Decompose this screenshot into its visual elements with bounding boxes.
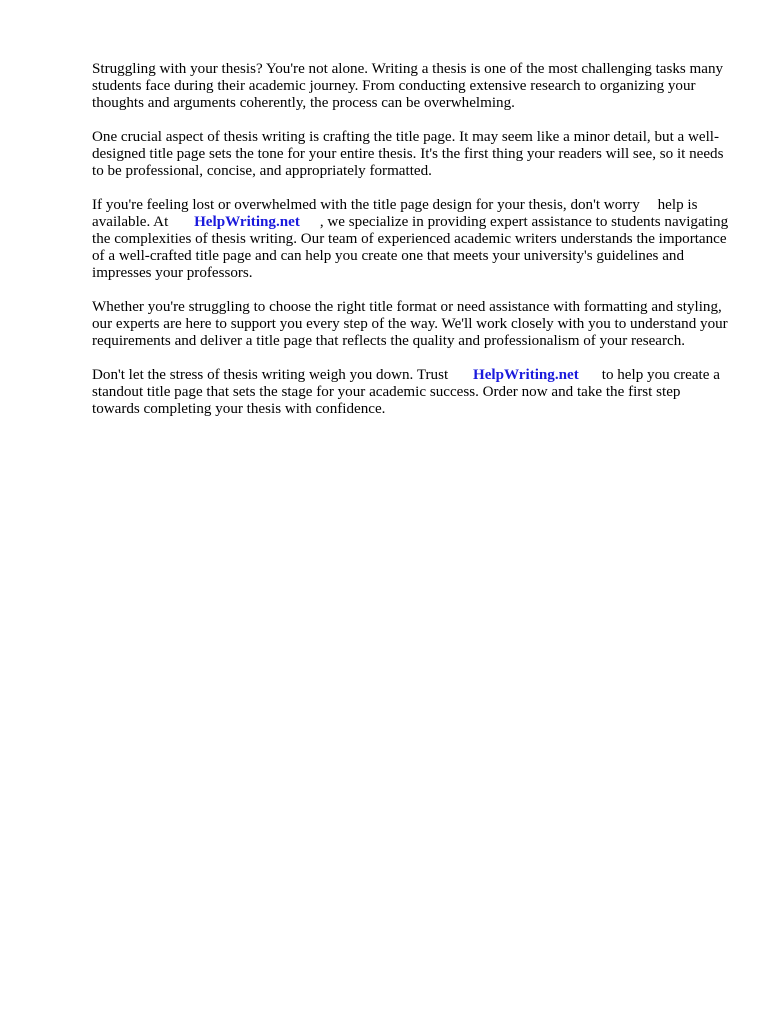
paragraph-help-available [92,197,732,282]
paragraph-help-text-start: If you're feeling lost or overwhelmed with the title page design for your thesis, don't worry [92,197,640,213]
paragraph-help-text-after-dash: help is available. At [92,197,698,230]
paragraph-call-to-action [92,367,732,418]
helpwriting-link[interactable]: HelpWriting.net [194,214,300,230]
paragraph-cta-text-start: Don't let the stress of thesis writing weigh you down. Trust [92,367,449,383]
document-body [92,61,732,435]
helpwriting-link-cta[interactable]: HelpWriting.net [472,367,579,383]
paragraph-help-text-end: , we specialize in providing expert assistance to students navigating the complexities of thesis writing. Our team of experienced academic writers understands the importance of a well-crafted title page and can help you create one that meets your university's guidelines and impresses your professors. [92,214,729,281]
paragraph-intro: Struggling with your thesis? You're not alone. Writing a thesis is one of the most challenging tasks many students face during their academic journey. From conducting extensive research to organizing your thoughts and arguments coherently, the process can be overwhelming. [92,61,724,111]
paragraph-experts-support: Whether you're struggling to choose the right title format or need assistance with formatting and styling, our experts are here to support you every step of the way. We'll work closely with you to understand your requirements and deliver a title page that reflects the quality and professionalism of your research. [92,299,728,349]
paragraph-cta-text-end: to help you create a standout title page that sets the stage for your academic success. Order now and take the first step towards completing your thesis with confidence. [92,367,720,417]
paragraph-title-page-importance: One crucial aspect of thesis writing is crafting the title page. It may seem like a minor detail, but a well-designed title page sets the tone for your entire thesis. It's the first thing your readers will see, so it needs to be professional, concise, and appropriately formatted. [92,129,724,179]
